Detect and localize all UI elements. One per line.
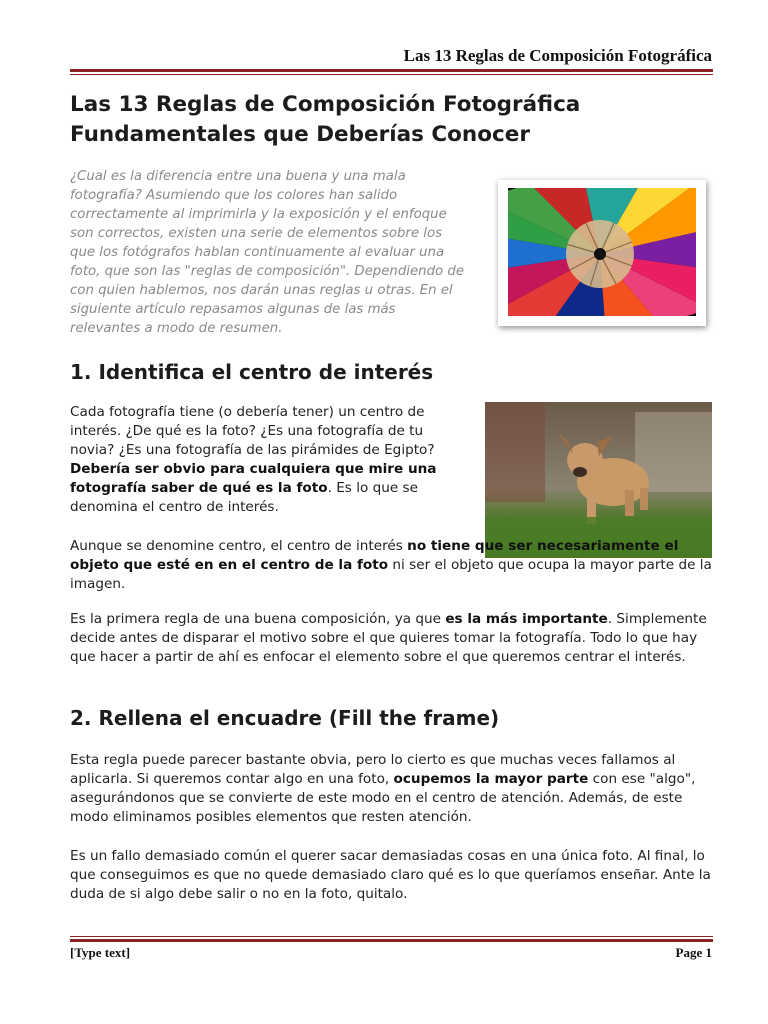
pencils-photo [498, 180, 706, 326]
section1-paragraph-1: Cada fotografía tiene (o debería tener) un centro de interés. ¿De qué es la foto? ¿Es una fotografía de tu novia? ¿Es una fotografía de las pirámides de Egipto? Debería ser obvio para cualquiera que mire una fotografía saber de qué es la foto. Es lo que se denomina el centro de interés. [70, 404, 437, 515]
section1-heading: 1. Identifica el centro de interés [70, 360, 434, 384]
running-title: Las 13 Reglas de Composición Fotográfica [403, 46, 712, 65]
section2-paragraph-2: Es un fallo demasiado común el querer sacar demasiadas cosas en una única foto. Al final, lo que conseguimos es que no quede demasiado claro qué es lo que queríamos enseñar. Ante la duda de si algo debe salir o no en la foto, quitalo. [70, 848, 711, 902]
intro-paragraph: ¿Cual es la diferencia entre una buena y una mala fotografía? Asumiendo que los colores han salido correctamente al imprimirla y la exposición y el enfoque son correctos, existen una serie de elementos sobre los que los fotógrafos hablan continuamente al evaluar una foto, que son las "reglas de composición". Dependiendo de con quien hablemos, nos darán unas reglas u otras. En el siguiente artículo repasamos algunas de las más relevantes a modo de resumen. [70, 169, 465, 336]
colored-pencils-image [508, 188, 696, 316]
page-number: Page 1 [675, 945, 712, 960]
header-rule-thin [70, 74, 713, 75]
section1-paragraph-3: Es la primera regla de una buena composición, ya que es la más importante. Simplemente decide antes de disparar el motivo sobre el que quieres tomar la fotografía. Todo lo que hay que hacer a partir de ahí es enfocar el elemento sobre el que queremos centrar el interés. [70, 611, 707, 665]
footer-type-text: [Type text] [70, 945, 131, 960]
section2-heading: 2. Rellena el encuadre (Fill the frame) [70, 706, 500, 730]
section1-paragraph-2: Aunque se denomine centro, el centro de interés no tiene que ser necesariamente el objeto que esté en en el centro de la foto ni ser el objeto que ocupa la mayor parte de la imagen. [70, 538, 712, 592]
footer-rule [70, 939, 713, 942]
header-rule [70, 69, 713, 72]
footer-rule-thin [70, 936, 713, 937]
section2-paragraph-1: Esta regla puede parecer bastante obvia, pero lo cierto es que muchas veces fallamos al aplicarla. Si queremos contar algo en una foto, ocupemos la mayor parte con ese "algo", asegurándonos que se convierte de este modo en el centro de atención. Además, de este modo eliminamos posibles elementos que resten atención. [70, 752, 696, 825]
puppy-photo [485, 402, 712, 558]
page-title: Las 13 Reglas de Composición Fotográfica Fundamentales que Deberías Conocer [70, 92, 581, 147]
